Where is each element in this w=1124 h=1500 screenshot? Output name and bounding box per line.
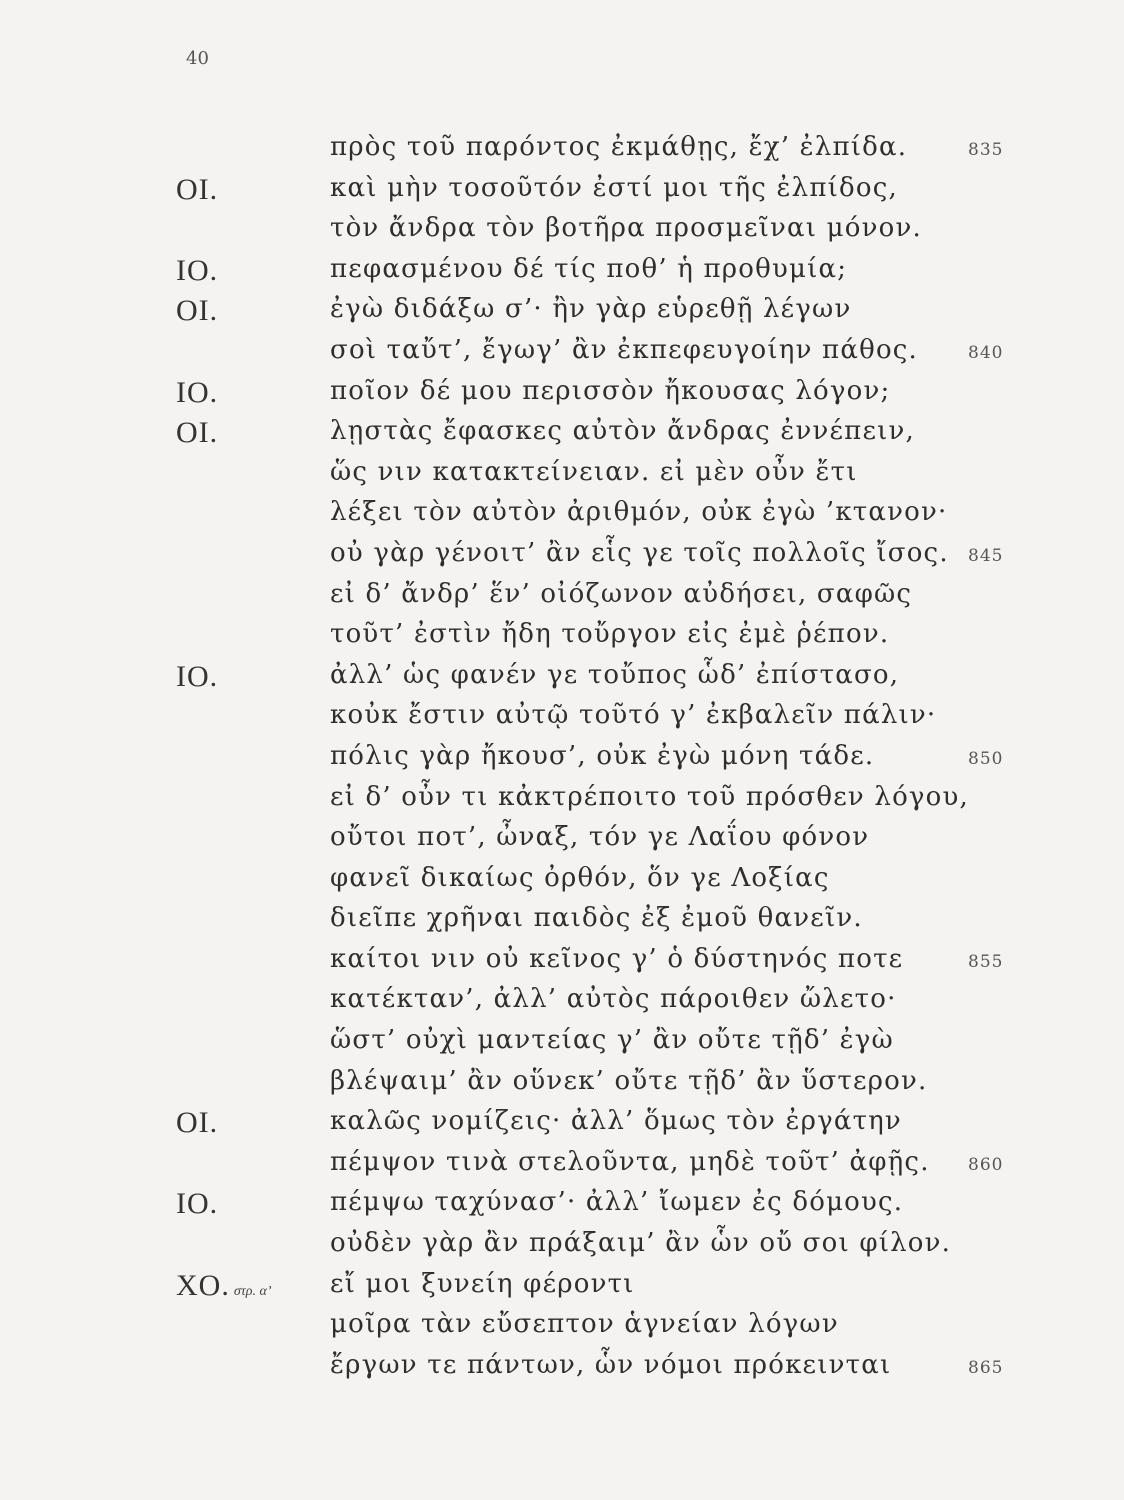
speaker-label	[176, 863, 180, 897]
verse-text: πέμψον τινὰ στελοῦντα, μηδὲ τοῦτ’ ἀφῇς.	[330, 1146, 930, 1177]
verse-text: οὔτοι ποτ’, ὦναξ, τόν γε Λαΐου φόνον	[330, 822, 870, 853]
verse-text: ὥστ’ οὐχὶ μαντείας γ’ ἂν οὔτε τῇδ’ ἐγὼ	[330, 1025, 894, 1056]
verse-text: τὸν ἄνδρα τὸν βοτῆρα προσμεῖναι μόνον.	[330, 213, 922, 244]
verse-line	[0, 1265, 1124, 1306]
speaker-name: ΙΟ.	[176, 375, 219, 409]
verse-text: ἀλλ’ ὡς φανέν γε τοὔπος ὧδ’ ἐπίστασο,	[330, 659, 900, 690]
verse-text: εἰ δ’ ἄνδρ’ ἕν’ οἰόζωνον αὐδήσει, σαφῶς	[330, 578, 913, 609]
verse-line	[0, 1143, 1124, 1184]
verse-text: λέξει τὸν αὐτὸν ἀριθμόν, οὐκ ἐγὼ ’κτανον·	[330, 497, 948, 528]
verse-line	[0, 656, 1124, 697]
verse-text: εἴ μοι ξυνείη φέροντι	[330, 1268, 635, 1299]
verse-text: ἔργων τε πάντων, ὧν νόμοι πρόκεινται	[330, 1349, 892, 1380]
verse-line	[0, 534, 1124, 575]
speaker-label	[176, 1147, 180, 1181]
verse-text: σοὶ ταὔτ’, ἔγωγ’ ἂν ἐκπεφευγοίην πάθος.	[330, 334, 919, 365]
speaker-label	[176, 1350, 180, 1384]
speaker-label	[176, 1187, 222, 1221]
speaker-label	[176, 457, 180, 491]
speaker-label	[176, 1025, 180, 1059]
verse-line	[0, 980, 1124, 1021]
speaker-label	[176, 497, 180, 531]
speaker-name: ΙΟ.	[176, 1187, 219, 1221]
speaker-label	[176, 173, 222, 207]
speaker-label	[176, 619, 180, 653]
verse-line	[0, 1224, 1124, 1265]
verse-line	[0, 1183, 1124, 1224]
verse-line	[0, 1346, 1124, 1387]
verse-text: πρὸς τοῦ παρόντος ἐκμάθῃς, ἔχ’ ἐλπίδα.	[330, 132, 908, 162]
line-number: 845	[968, 545, 1004, 566]
verse-line	[0, 372, 1124, 413]
verse-text: πόλις γὰρ ἤκουσ’, οὐκ ἐγὼ μόνη τάδε.	[330, 740, 875, 771]
verse-line	[0, 412, 1124, 453]
speaker-label	[176, 984, 180, 1018]
verse-line	[0, 493, 1124, 534]
speaker-label	[176, 1309, 180, 1343]
verse-text: τοῦτ’ ἐστὶν ἤδη τοὔργον εἰς ἐμὲ ῥέπον.	[330, 619, 890, 650]
speaker-label	[176, 579, 180, 613]
speaker-label	[176, 538, 180, 572]
verse-line	[0, 1102, 1124, 1143]
speaker-label	[176, 944, 180, 978]
speaker-label	[176, 335, 180, 369]
speaker-label	[176, 782, 180, 816]
speaker-label	[176, 741, 180, 775]
verse-line	[0, 859, 1124, 900]
speaker-name: ΟΙ.	[176, 294, 219, 328]
speaker-label	[176, 132, 180, 166]
verse-line	[0, 128, 1124, 169]
speaker-label	[176, 700, 180, 734]
line-number: 855	[968, 951, 1004, 972]
speaker-label	[176, 1269, 272, 1303]
verse-line	[0, 453, 1124, 494]
verse-text: φανεῖ δικαίως ὀρθόν, ὅν γε Λοξίας	[330, 862, 830, 893]
verse-line	[0, 1021, 1124, 1062]
speaker-label	[176, 1228, 180, 1262]
speaker-name: ΟΙ.	[176, 1106, 219, 1140]
speaker-label	[176, 1066, 180, 1100]
verse-line	[0, 778, 1124, 819]
speaker-name: ΟΙ.	[176, 416, 219, 450]
verse-text: καίτοι νιν οὐ κεῖνος γ’ ὁ δύστηνός ποτε	[330, 943, 904, 974]
verse-text: λῃστὰς ἔφασκες αὐτὸν ἄνδρας ἐννέπειν,	[330, 416, 915, 447]
verse-text: πεφασμένου δέ τίς ποθ’ ἡ προθυμία;	[330, 253, 848, 284]
verse-text: μοῖρα τὰν εὔσεπτον ἁγνείαν λόγων	[330, 1309, 839, 1340]
verse-line	[0, 1305, 1124, 1346]
verse-line	[0, 940, 1124, 981]
verse-text: καὶ μὴν τοσοῦτόν ἐστί μοι τῆς ἐλπίδος,	[330, 172, 898, 203]
verse-text: οὐ γὰρ γένοιτ’ ἂν εἷς γε τοῖς πολλοῖς ἴσος.	[330, 537, 949, 568]
verse-text: ποῖον δέ μου περισσὸν ἤκουσας λόγον;	[330, 375, 891, 406]
page-number: 40	[186, 48, 209, 69]
verse-text: οὐδὲν γὰρ ἂν πράξαιμ’ ἂν ὧν οὔ σοι φίλον.	[330, 1228, 952, 1259]
verse-line	[0, 290, 1124, 331]
verse-text: διεῖπε χρῆναι παιδὸς ἐξ ἐμοῦ θανεῖν.	[330, 903, 863, 934]
verse-line	[0, 899, 1124, 940]
verse-text: κατέκταν’, ἀλλ’ αὐτὸς πάροιθεν ὤλετο·	[330, 984, 897, 1015]
speaker-name: ΙΟ.	[176, 659, 219, 693]
verse-text: ἐγὼ διδάξω σ’· ἢν γὰρ εὑρεθῇ λέγων	[330, 294, 852, 325]
verse-line	[0, 818, 1124, 859]
verse-line	[0, 575, 1124, 616]
verse-text: καλῶς νομίζεις· ἀλλ’ ὅμως τὸν ἐργάτην	[330, 1106, 902, 1137]
speaker-label	[176, 903, 180, 937]
speaker-label	[176, 1106, 222, 1140]
verse-line	[0, 1062, 1124, 1103]
speaker-label	[176, 294, 222, 328]
speaker-label	[176, 416, 222, 450]
verse-line	[0, 209, 1124, 250]
line-number: 835	[968, 140, 1004, 160]
speaker-label	[176, 660, 222, 694]
speaker-name: ΟΙ.	[176, 172, 219, 206]
verse-text: ὥς νιν κατακτείνειαν. εἰ μὲν οὖν ἔτι	[330, 456, 858, 487]
line-number: 860	[968, 1154, 1004, 1175]
verse-text: βλέψαιμ’ ἂν οὕνεκ’ οὔτε τῇδ’ ἂν ὕστερον.	[330, 1065, 928, 1096]
verse-text: εἰ δ’ οὖν τι κἀκτρέποιτο τοῦ πρόσθεν λόγου,	[330, 781, 969, 812]
line-number: 850	[968, 748, 1004, 769]
verse-line	[0, 250, 1124, 291]
speaker-label	[176, 376, 222, 410]
speaker-label	[176, 213, 180, 247]
line-number: 840	[968, 342, 1004, 363]
line-number: 865	[968, 1357, 1004, 1378]
verse-line	[0, 696, 1124, 737]
speaker-name: ΧΟ.	[176, 1268, 230, 1302]
speaker-label	[176, 254, 222, 288]
speaker-label	[176, 822, 180, 856]
strophe-marker: στρ. α’	[233, 1283, 272, 1299]
verse-lines	[0, 128, 1124, 1386]
verse-text: πέμψω ταχύνασ’· ἀλλ’ ἴωμεν ἐς δόμους.	[330, 1187, 904, 1218]
verse-text: κοὐκ ἔστιν αὐτῷ τοῦτό γ’ ἐκβαλεῖν πάλιν·	[330, 700, 937, 731]
verse-line	[0, 737, 1124, 778]
verse-line	[0, 169, 1124, 210]
speaker-name: ΙΟ.	[176, 253, 219, 287]
verse-line	[0, 615, 1124, 656]
verse-line	[0, 331, 1124, 372]
